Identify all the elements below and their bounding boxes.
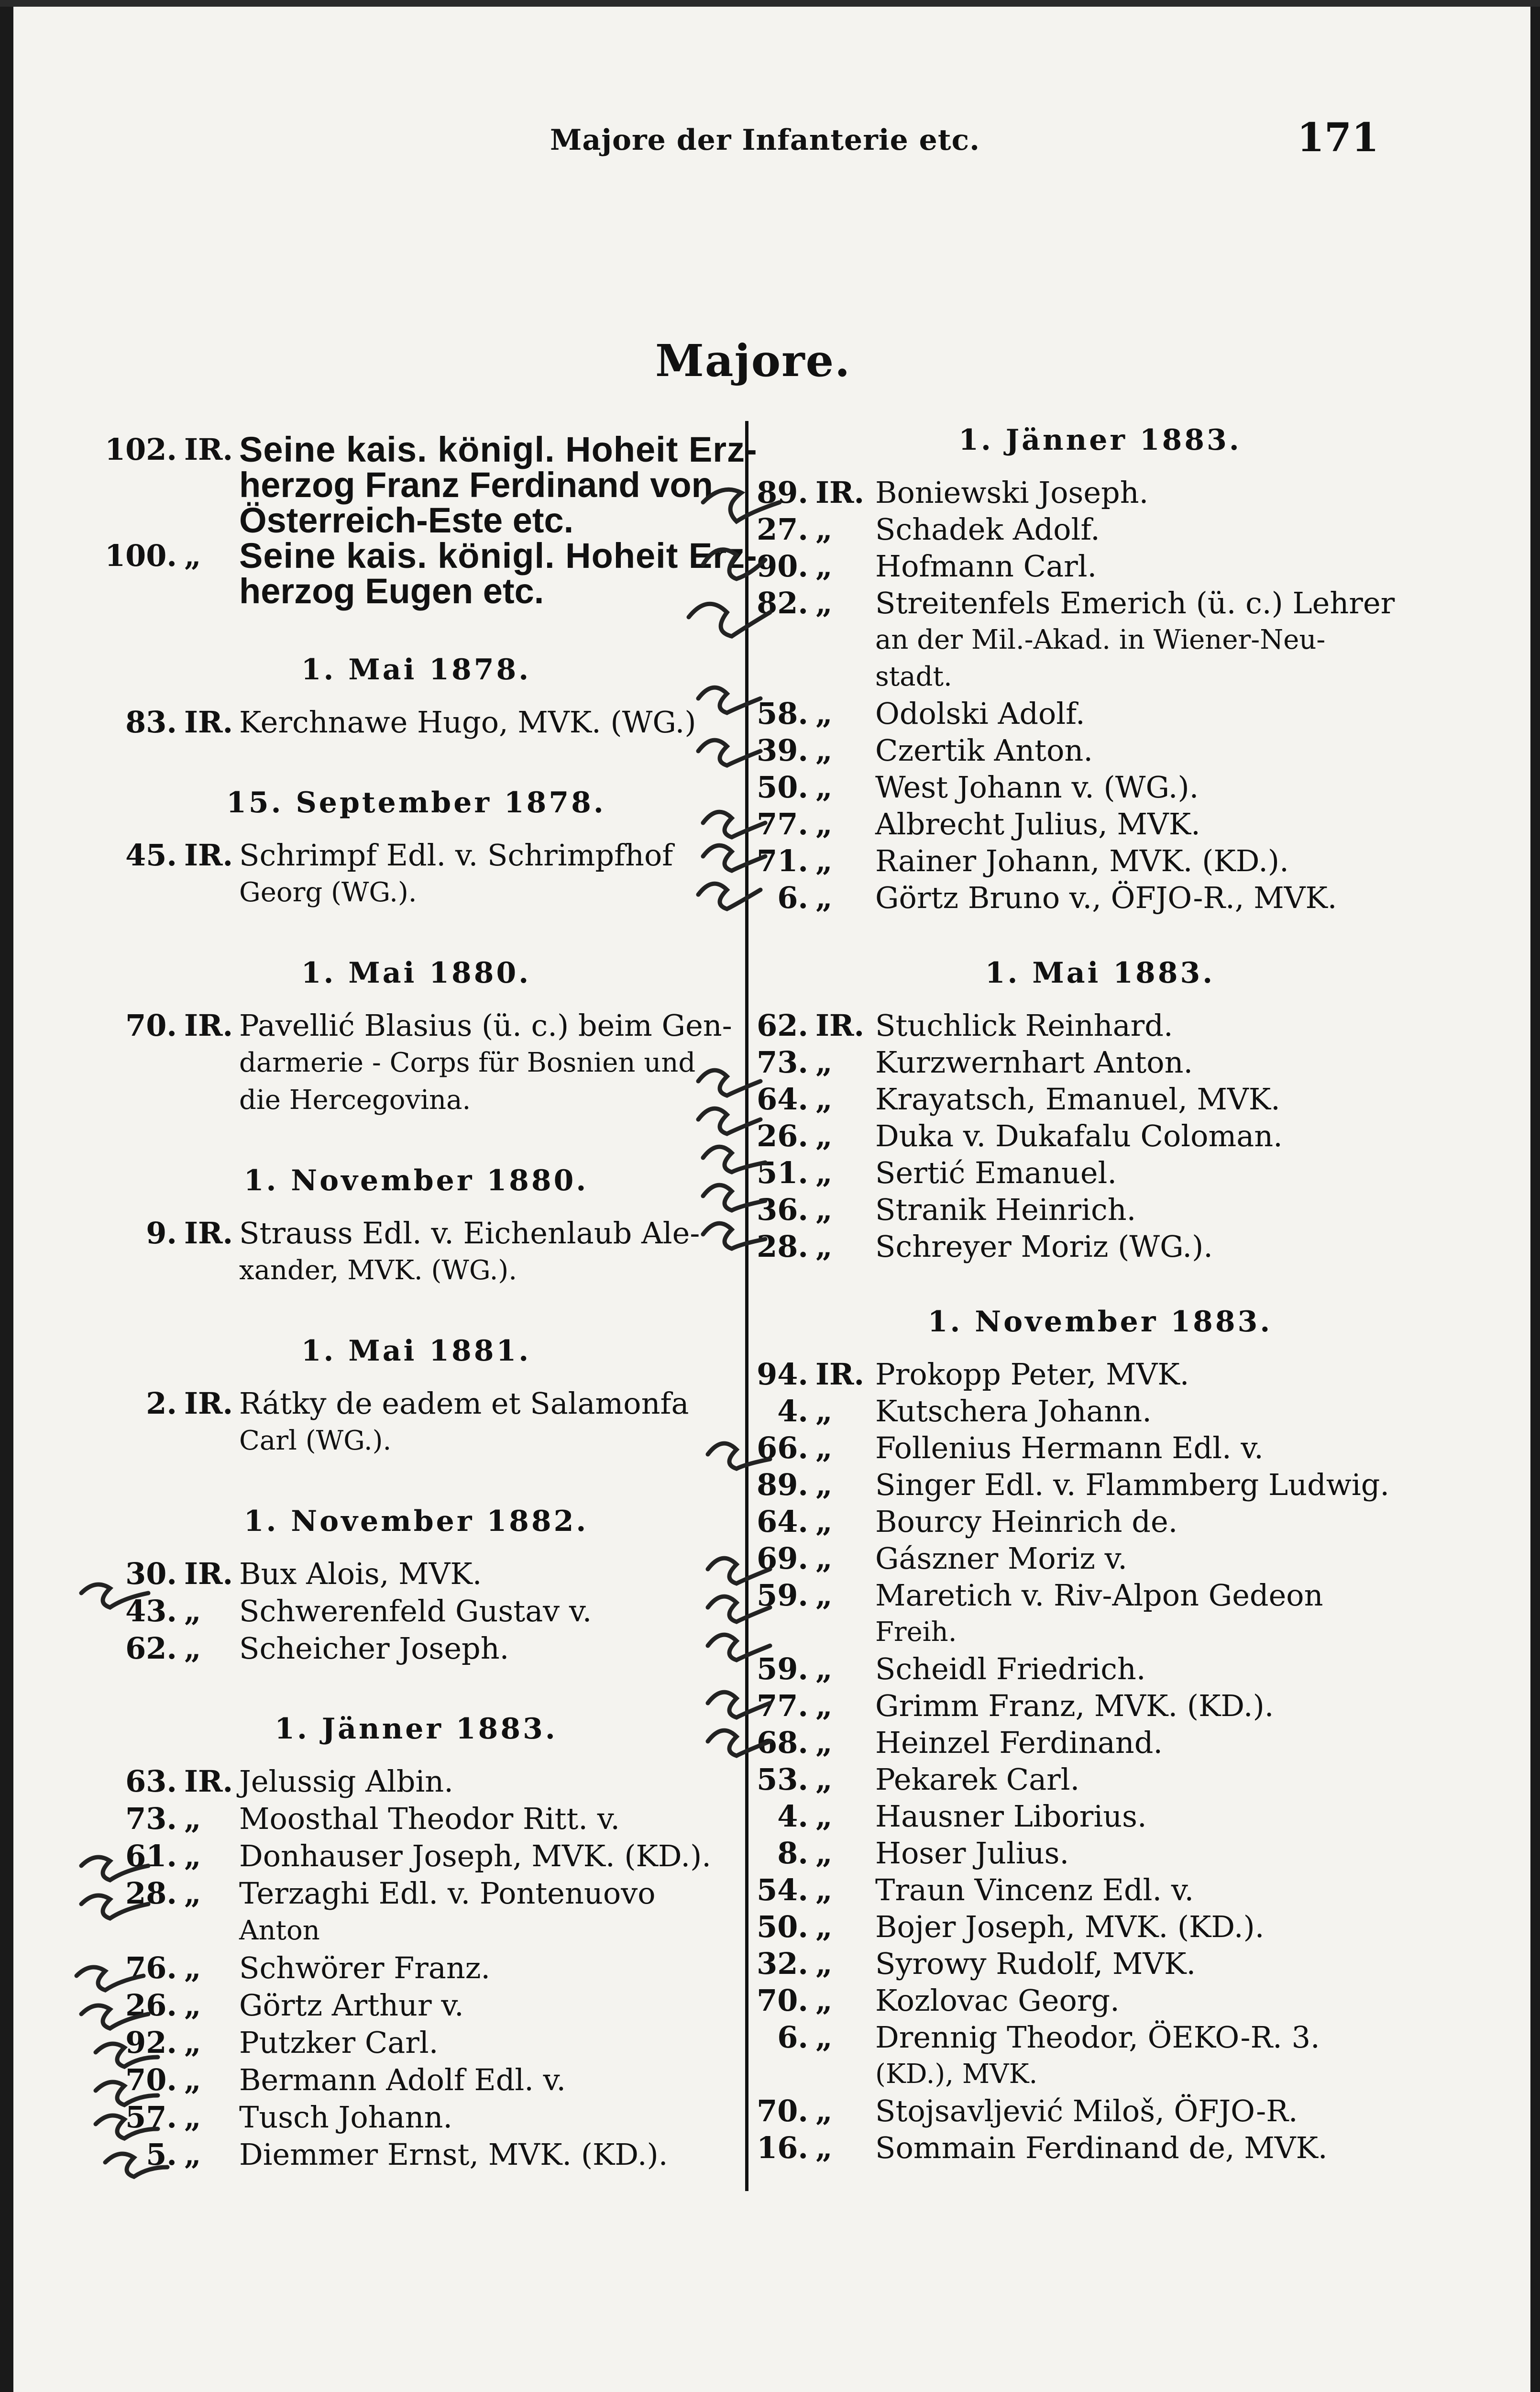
regiment-type: „ (815, 586, 833, 620)
regiment-type: „ (184, 1950, 201, 1985)
regiment-type: „ (815, 1082, 833, 1117)
regiment-number: 28. (125, 1876, 177, 1911)
officer-entry (0, 2092, 1540, 2130)
officer-name: Traun Vincenz Edl. v. (875, 1872, 1194, 1907)
regiment-number: 4. (777, 1394, 808, 1429)
officer-entry (0, 474, 1540, 512)
officer-entry (0, 1797, 1540, 1836)
officer-name: Diemmer Ernst, MVK. (KD.). (239, 2137, 668, 2172)
date-heading: 1. Mai 1878. (301, 653, 531, 687)
officer-name: Hofmann Carl. (875, 549, 1097, 584)
officer-name: Drennig Theodor, ÖEKO-R. 3. (875, 2020, 1320, 2055)
officer-name: Seine kais. königl. Hoheit Erz- (239, 536, 758, 576)
regiment-type: „ (815, 549, 833, 584)
regiment-type: „ (184, 2137, 201, 2172)
officer-entry (0, 805, 1540, 843)
officer-entry (0, 842, 1540, 880)
regiment-number: 59. (757, 1651, 808, 1686)
officer-entry (0, 1687, 1540, 1725)
officer-name: Putzker Carl. (239, 2025, 439, 2060)
regiment-type: IR. (815, 1357, 865, 1392)
regiment-type: IR. (184, 1386, 233, 1421)
regiment-number: 6. (777, 880, 808, 915)
regiment-number: 5. (146, 2137, 177, 2172)
regiment-type: IR. (815, 1008, 865, 1043)
regiment-number: 73. (125, 1801, 177, 1836)
officer-name: Bermann Adolf Edl. v. (239, 2062, 566, 2097)
officer-name: Seine kais. königl. Hoheit Erz- (239, 430, 758, 469)
regiment-type: „ (815, 1118, 833, 1153)
regiment-type: „ (815, 1541, 833, 1576)
officer-name: Scheidl Friedrich. (875, 1651, 1146, 1686)
regiment-type: „ (815, 843, 833, 878)
regiment-number: 62. (125, 1631, 177, 1666)
officer-entry (0, 1154, 1540, 1192)
date-heading: 1. Jänner 1883. (958, 423, 1242, 457)
regiment-number: 66. (757, 1430, 808, 1465)
regiment-type: „ (815, 1045, 833, 1080)
entry-continuation: herzog Eugen etc. (239, 571, 544, 611)
officer-name: Bux Alois, MVK. (239, 1556, 482, 1591)
regiment-number: 71. (757, 843, 808, 878)
regiment-number: 63. (125, 1764, 177, 1799)
regiment-type: „ (815, 1155, 833, 1190)
regiment-number: 100. (104, 538, 177, 573)
officer-entry (0, 547, 1540, 586)
regiment-type: „ (815, 1504, 833, 1539)
officer-name: Rátky de eadem et Salamonfa (239, 1386, 689, 1421)
regiment-type: „ (815, 1836, 833, 1871)
officer-entry (0, 1117, 1540, 1155)
entry-continuation: Georg (WG.). (239, 877, 417, 908)
regiment-type: „ (184, 1631, 201, 1666)
regiment-number: 36. (757, 1192, 808, 1227)
officer-name: Kutschera Johann. (875, 1394, 1152, 1429)
officer-name: Stranik Heinrich. (875, 1192, 1136, 1227)
entry-continuation: an der Mil.-Akad. in Wiener-Neu- (875, 624, 1326, 655)
regiment-number: 70. (125, 2062, 177, 2097)
officer-entry (0, 1724, 1540, 1762)
officer-entry (0, 1007, 1540, 1045)
regiment-type: „ (184, 538, 201, 573)
regiment-type: IR. (184, 1008, 233, 1043)
entry-continuation: Österreich-Este etc. (239, 500, 574, 540)
officer-entry (0, 1466, 1540, 1504)
officer-name: Schadek Adolf. (875, 512, 1100, 547)
regiment-type: „ (815, 1651, 833, 1686)
regiment-number: 77. (757, 807, 808, 842)
regiment-number: 30. (125, 1556, 177, 1591)
regiment-type: „ (184, 1876, 201, 1911)
regiment-number: 39. (757, 733, 808, 768)
officer-entry (0, 1539, 1540, 1578)
officer-name: Rainer Johann, MVK. (KD.). (875, 843, 1289, 878)
officer-name: Kozlovac Georg. (875, 1983, 1120, 2018)
officer-entry (0, 510, 1540, 549)
regiment-number: 89. (757, 1467, 808, 1502)
regiment-number: 76. (125, 1950, 177, 1985)
entry-continuation: Carl (WG.). (239, 1425, 392, 1456)
officer-entry (0, 1982, 1540, 2020)
officer-name: Kurzwernhart Anton. (875, 1045, 1193, 1080)
scan-edge-top (0, 0, 1540, 7)
regiment-type: „ (815, 2130, 833, 2165)
officer-name: Scheicher Joseph. (239, 1631, 509, 1666)
officer-name: Stuchlick Reinhard. (875, 1008, 1173, 1043)
officer-name: Strauss Edl. v. Eichenlaub Ale- (239, 1216, 700, 1251)
officer-entry (0, 1503, 1540, 1541)
regiment-number: 64. (757, 1504, 808, 1539)
officer-name: Syrowy Rudolf, MVK. (875, 1946, 1196, 1981)
regiment-number: 70. (125, 1008, 177, 1043)
entry-continuation: stadt. (875, 661, 952, 692)
officer-name: Sertić Emanuel. (875, 1155, 1117, 1190)
officer-name: Sommain Ferdinand de, MVK. (875, 2130, 1328, 2165)
officer-name: Kerchnawe Hugo, MVK. (WG.) (239, 705, 696, 740)
officer-name: West Johann v. (WG.). (875, 770, 1199, 805)
regiment-number: 50. (757, 1909, 808, 1944)
officer-entry (0, 1043, 1540, 1082)
regiment-type: „ (815, 1946, 833, 1981)
regiment-number: 45. (125, 838, 177, 873)
officer-entry (0, 1576, 1540, 1615)
officer-name: Singer Edl. v. Flammberg Ludwig. (875, 1467, 1390, 1502)
officer-name: Maretich v. Riv-Alpon Gedeon (875, 1578, 1323, 1613)
entry-continuation: darmerie - Corps für Bosnien und (239, 1047, 696, 1078)
officer-name: Krayatsch, Emanuel, MVK. (875, 1082, 1280, 1117)
regiment-type: „ (184, 1988, 201, 2023)
officer-entry (0, 731, 1540, 770)
entry-continuation: die Hercegovina. (239, 1085, 471, 1116)
entry-continuation: Anton (239, 1915, 320, 1946)
regiment-type: IR. (184, 705, 233, 740)
regiment-type: „ (815, 1909, 833, 1944)
regiment-type: „ (815, 770, 833, 805)
officer-name: Stojsavljević Miloš, ÖFJO-R. (875, 2093, 1298, 2128)
regiment-type: IR. (184, 1764, 233, 1799)
regiment-type: IR. (184, 838, 233, 873)
regiment-type: „ (815, 1394, 833, 1429)
regiment-number: 2. (146, 1386, 177, 1421)
officer-name: Jelussig Albin. (239, 1764, 453, 1799)
regiment-type: „ (815, 807, 833, 842)
officer-name: Görtz Bruno v., ÖFJO-R., MVK. (875, 880, 1337, 915)
officer-entry (0, 2129, 1540, 2167)
officer-entry (0, 1080, 1540, 1118)
officer-name: Follenius Hermann Edl. v. (875, 1430, 1264, 1465)
entry-continuation: Freih. (875, 1617, 957, 1648)
regiment-number: 82. (757, 586, 808, 620)
regiment-type: IR. (815, 475, 865, 510)
regiment-number: 26. (125, 1988, 177, 2023)
officer-entry (0, 1429, 1540, 1467)
regiment-number: 53. (757, 1762, 808, 1797)
date-heading: 15. September 1878. (226, 786, 606, 819)
officer-name: Bourcy Heinrich de. (875, 1504, 1178, 1539)
regiment-number: 43. (125, 1594, 177, 1628)
regiment-type: „ (184, 2100, 201, 2135)
regiment-type: „ (815, 1983, 833, 2018)
officer-name: Schreyer Moriz (WG.). (875, 1229, 1213, 1264)
regiment-type: „ (815, 1872, 833, 1907)
regiment-number: 70. (757, 1983, 808, 2018)
officer-entry (0, 1228, 1540, 1266)
running-title: Majore der Infanterie etc. (550, 123, 980, 157)
date-heading: 1. November 1880. (243, 1164, 589, 1197)
date-heading: 1. Mai 1880. (301, 956, 531, 990)
regiment-type: „ (815, 1192, 833, 1227)
officer-name: Schwörer Franz. (239, 1950, 491, 1985)
officer-name: Gászner Moriz v. (875, 1541, 1127, 1576)
regiment-type: „ (815, 1578, 833, 1613)
regiment-type: „ (815, 2020, 833, 2055)
regiment-type: „ (815, 1799, 833, 1834)
entry-continuation: xander, MVK. (WG.). (239, 1255, 517, 1286)
regiment-number: 6. (777, 2020, 808, 2055)
regiment-number: 54. (757, 1872, 808, 1907)
date-heading: 1. November 1883. (927, 1305, 1273, 1339)
regiment-type: „ (184, 1801, 201, 1836)
officer-name: Hausner Liborius. (875, 1799, 1147, 1834)
regiment-type: IR. (184, 432, 233, 467)
officer-name: Görtz Arthur v. (239, 1988, 464, 2023)
regiment-type: „ (815, 880, 833, 915)
regiment-number: 68. (757, 1725, 808, 1760)
regiment-number: 62. (757, 1008, 808, 1043)
officer-entry (0, 1191, 1540, 1229)
entry-continuation: (KD.), MVK. (875, 2059, 1038, 2090)
regiment-number: 59. (757, 1578, 808, 1613)
regiment-number: 16. (757, 2130, 808, 2165)
regiment-number: 69. (757, 1541, 808, 1576)
officer-entry (0, 1871, 1540, 1909)
officer-name: Albrecht Julius, MVK. (875, 807, 1200, 842)
officer-entry (0, 879, 1540, 917)
regiment-number: 32. (757, 1946, 808, 1981)
date-heading: 1. Jänner 1883. (275, 1712, 558, 1746)
entry-continuation: herzog Franz Ferdinand von (239, 465, 713, 505)
regiment-number: 70. (757, 2093, 808, 2128)
officer-entry (0, 1650, 1540, 1688)
regiment-number: 61. (125, 1838, 177, 1873)
officer-entry (0, 695, 1540, 733)
officer-entry (0, 1392, 1540, 1430)
officer-name: Odolski Adolf. (875, 696, 1085, 731)
officer-name: Heinzel Ferdinand. (875, 1725, 1163, 1760)
regiment-number: 77. (757, 1688, 808, 1723)
regiment-number: 102. (104, 432, 177, 467)
regiment-number: 64. (757, 1082, 808, 1117)
officer-entry (0, 1834, 1540, 1872)
officer-name: Boniewski Joseph. (875, 475, 1149, 510)
officer-name: Donhauser Joseph, MVK. (KD.). (239, 1838, 711, 1873)
officer-name: Schrimpf Edl. v. Schrimpfhof (239, 838, 673, 873)
regiment-number: 28. (757, 1229, 808, 1264)
date-heading: 1. November 1882. (243, 1505, 589, 1538)
regiment-number: 26. (757, 1118, 808, 1153)
officer-entry (0, 1355, 1540, 1394)
officer-entry (0, 1761, 1540, 1799)
date-heading: 1. Mai 1881. (301, 1334, 531, 1368)
regiment-type: IR. (184, 1216, 233, 1251)
officer-name: Tusch Johann. (239, 2100, 453, 2135)
officer-name: Hoser Julius. (875, 1836, 1069, 1871)
officer-name: Streitenfels Emerich (ü. c.) Lehrer (875, 586, 1395, 620)
officer-name: Pavellić Blasius (ü. c.) beim Gen- (239, 1008, 732, 1043)
regiment-number: 50. (757, 770, 808, 805)
officer-entry (0, 1945, 1540, 1983)
regiment-number: 51. (757, 1155, 808, 1190)
officer-name: Czertik Anton. (875, 733, 1093, 768)
regiment-number: 4. (777, 1799, 808, 1834)
regiment-type: „ (815, 2093, 833, 2128)
regiment-type: „ (815, 1725, 833, 1760)
officer-entry (0, 768, 1540, 807)
regiment-number: 58. (757, 696, 808, 731)
regiment-number: 90. (757, 549, 808, 584)
regiment-type: „ (815, 696, 833, 731)
regiment-number: 83. (125, 705, 177, 740)
regiment-type: „ (815, 1229, 833, 1264)
officer-name: Schwerenfeld Gustav v. (239, 1594, 592, 1628)
regiment-type: IR. (184, 1556, 233, 1591)
regiment-type: „ (184, 2025, 201, 2060)
date-heading: 1. Mai 1883. (985, 956, 1215, 990)
regiment-type: „ (815, 1467, 833, 1502)
regiment-type: „ (815, 1430, 833, 1465)
regiment-type: „ (815, 1762, 833, 1797)
officer-name: Bojer Joseph, MVK. (KD.). (875, 1909, 1265, 1944)
officer-entry (0, 584, 1540, 622)
officer-name: Pekarek Carl. (875, 1762, 1080, 1797)
regiment-number: 9. (146, 1216, 177, 1251)
regiment-number: 57. (125, 2100, 177, 2135)
officer-name: Terzaghi Edl. v. Pontenuovo (239, 1876, 656, 1911)
officer-name: Grimm Franz, MVK. (KD.). (875, 1688, 1274, 1723)
officer-name: Duka v. Dukafalu Coloman. (875, 1118, 1283, 1153)
regiment-number: 89. (757, 475, 808, 510)
regiment-type: „ (815, 512, 833, 547)
regiment-type: „ (184, 2062, 201, 2097)
regiment-type: „ (184, 1594, 201, 1628)
regiment-type: „ (184, 1838, 201, 1873)
regiment-number: 8. (777, 1836, 808, 1871)
regiment-type: „ (815, 1688, 833, 1723)
regiment-type: „ (815, 733, 833, 768)
regiment-number: 92. (125, 2025, 177, 2060)
officer-name: Moosthal Theodor Ritt. v. (239, 1801, 620, 1836)
officer-entry (0, 1908, 1540, 1946)
officer-name: Prokopp Peter, MVK. (875, 1357, 1189, 1392)
section-title: Majore. (655, 335, 851, 387)
regiment-number: 73. (757, 1045, 808, 1080)
page-number: 171 (1297, 115, 1379, 161)
officer-entry (0, 2018, 1540, 2057)
regiment-number: 94. (757, 1357, 808, 1392)
regiment-number: 27. (757, 512, 808, 547)
